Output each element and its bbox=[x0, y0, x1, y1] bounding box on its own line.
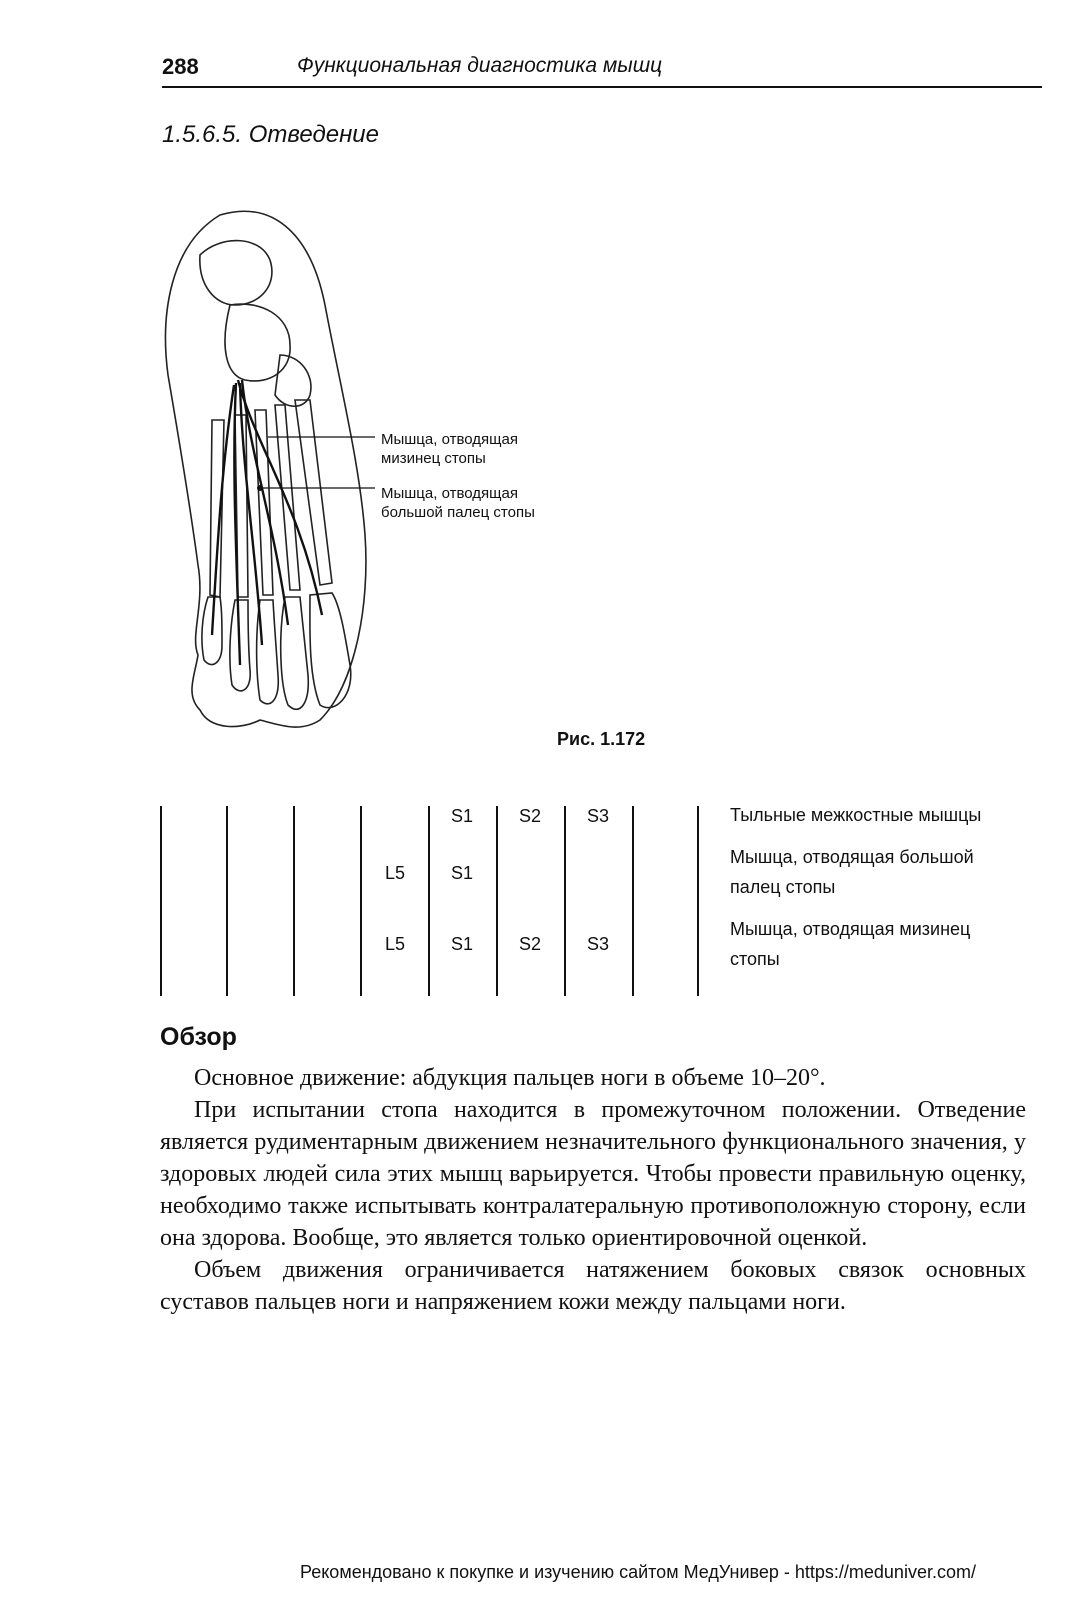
foot-outline bbox=[166, 211, 366, 727]
footer-note: Рекомендовано к покупке и изучению сайтом МедУнивер - https://meduniver.com/ bbox=[300, 1562, 976, 1582]
overview-paragraph: Объем движения ограничивается натяжением боковых связок основных суставов пальцев ноги и напряжением кожи между пальцами ноги. bbox=[160, 1257, 1026, 1315]
toe-1 bbox=[310, 593, 351, 708]
overview-paragraph: При испытании стопа находится в промежуточном положении. Отведение является рудиментарным движением незначительного функционального значения, у здоровых людей сила этих мышц варьируется. Чтобы провести правильную оценку, необходимо также испытывать контралатеральную противоположную сторону, если она здорова. Вообще, это является только ориентировочной оценкой. bbox=[160, 1097, 1026, 1251]
callout-abductor-hallucis: Мышца, отводящая большой палец стопы bbox=[381, 485, 535, 521]
cuboid bbox=[275, 355, 311, 406]
callout-abductor-digiti-minimi: Мышца, отводящая мизинец стопы bbox=[381, 431, 518, 467]
calcaneus bbox=[200, 241, 272, 305]
segment-cell: L5 bbox=[384, 863, 406, 883]
segment-cell: S1 bbox=[450, 863, 474, 883]
toe-2 bbox=[281, 597, 309, 709]
figure-caption: Рис. 1.172 bbox=[557, 729, 646, 749]
page-header bbox=[162, 52, 1042, 88]
table-divider bbox=[632, 806, 634, 996]
segment-cell: S3 bbox=[586, 934, 610, 954]
segment-cell: S2 bbox=[518, 806, 542, 826]
muscle-label: Тыльные межкостные мышцы bbox=[730, 805, 982, 825]
running-title: Функциональная диагностика мышц bbox=[297, 54, 663, 77]
callout-dot bbox=[257, 485, 263, 491]
table-divider bbox=[360, 806, 362, 996]
segment-cell: L5 bbox=[384, 934, 406, 954]
muscle-label: Мышца, отводящая мизинец стопы bbox=[730, 919, 971, 969]
innervation-table bbox=[160, 806, 1040, 996]
muscle-label: Мышца, отводящая большой палец стопы bbox=[730, 847, 974, 897]
table-divider bbox=[226, 806, 228, 996]
table-divider bbox=[564, 806, 566, 996]
overview-heading: Обзор bbox=[160, 1023, 237, 1051]
segment-cell: S3 bbox=[586, 806, 610, 826]
segment-cell: S1 bbox=[450, 934, 474, 954]
table-divider bbox=[160, 806, 162, 996]
overview-paragraph: Основное движение: абдукция пальцев ноги в объеме 10–20°. bbox=[194, 1065, 826, 1091]
tendon-5 bbox=[212, 385, 234, 635]
overview-body bbox=[160, 1062, 1026, 1318]
table-divider bbox=[293, 806, 295, 996]
table-divider bbox=[697, 806, 699, 996]
talus bbox=[225, 304, 290, 381]
segment-cell: S2 bbox=[518, 934, 542, 954]
foot-illustration bbox=[160, 205, 375, 735]
segment-cell: S1 bbox=[450, 806, 474, 826]
metatarsal-1 bbox=[295, 400, 332, 585]
page-number: 288 bbox=[162, 54, 199, 79]
table-divider bbox=[496, 806, 498, 996]
section-title: 1.5.6.5. Отведение bbox=[162, 121, 379, 148]
table-divider bbox=[428, 806, 430, 996]
